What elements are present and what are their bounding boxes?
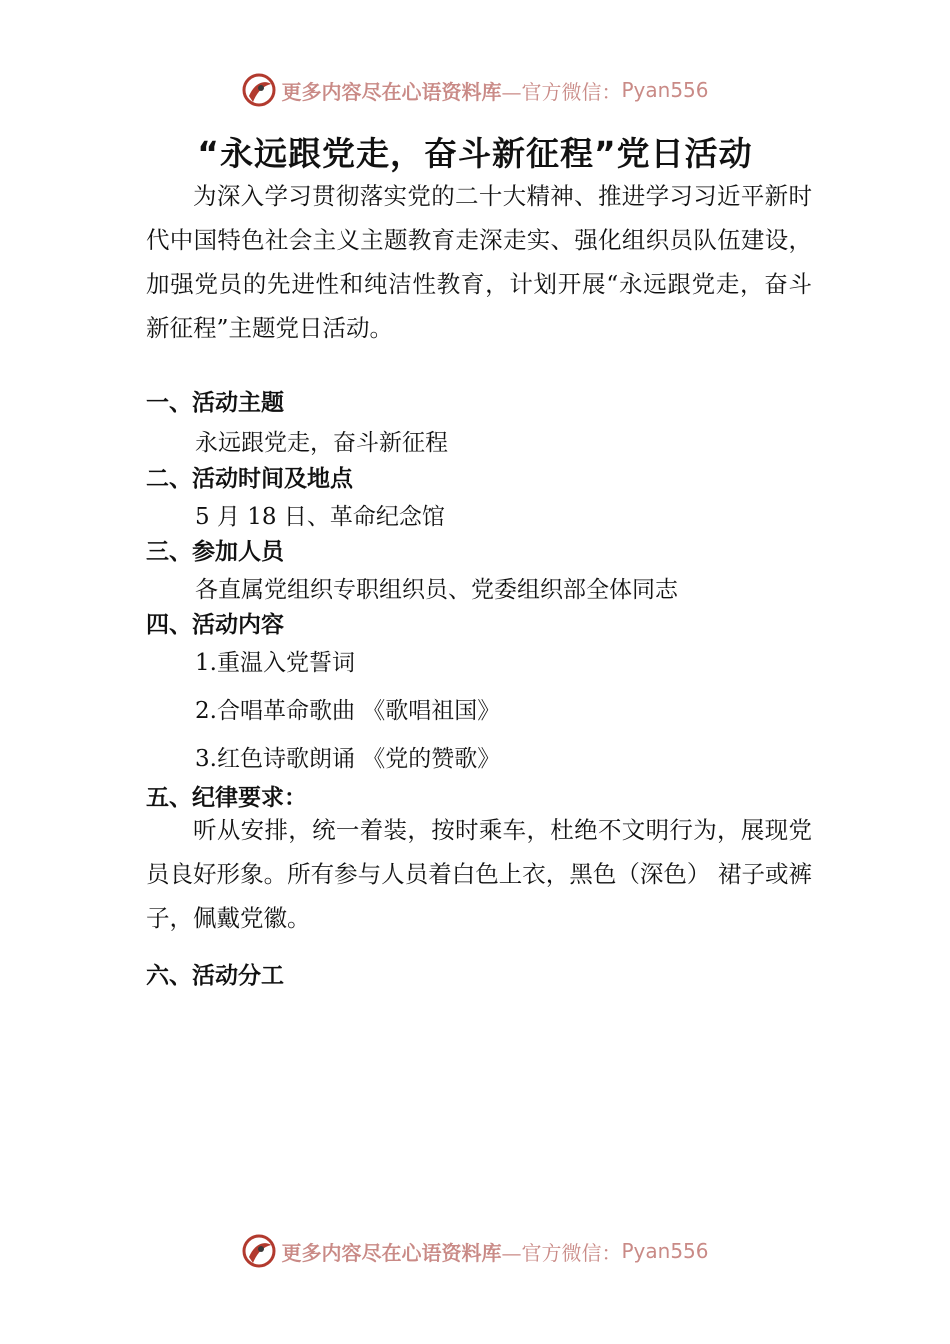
section-4-item-1: 1.重温入党誓词 — [195, 650, 355, 676]
section-1-heading: 一、活动主题 — [146, 390, 284, 416]
watermark-separator-text: —官方微信： — [501, 79, 622, 104]
brand-logo-icon — [241, 72, 277, 108]
section-4-item-3: 3.红色诗歌朗诵 《党的赞歌》 — [195, 746, 501, 772]
section-3-content: 各直属党组织专职组织员、党委组织部全体同志 — [195, 577, 678, 603]
section-1-content: 永远跟党走，奋斗新征程 — [195, 430, 448, 456]
section-6-heading: 六、活动分工 — [146, 963, 284, 989]
watermark-wechat-id: Pyan556 — [621, 78, 709, 102]
section-4-item-2: 2.合唱革命歌曲 《歌唱祖国》 — [195, 698, 501, 724]
watermark-separator-text: —官方微信： — [501, 1240, 622, 1265]
brand-logo-icon — [241, 1233, 277, 1269]
watermark-main-text: 更多内容尽在心语资料库 — [281, 79, 502, 104]
section-3-heading: 三、参加人员 — [146, 539, 284, 565]
document-title: “永远跟党走，奋斗新征程”党日活动 — [197, 134, 753, 173]
section-2-heading: 二、活动时间及地点 — [146, 466, 353, 492]
footer-watermark — [0, 1233, 950, 1269]
section-5-heading: 五、纪律要求： — [146, 785, 307, 811]
section-5-content: 听从安排，统一着装，按时乘车，杜绝不文明行为，展现党员良好形象。所有参与人员着白色上衣，黑色（深色） 裙子或裤子，佩戴党徽。 — [146, 816, 812, 932]
section-2-content: 5 月 18 日、革命纪念馆 — [195, 504, 445, 530]
section-4-heading: 四、活动内容 — [146, 612, 284, 638]
watermark-main-text: 更多内容尽在心语资料库 — [281, 1240, 502, 1265]
watermark-wechat-id: Pyan556 — [621, 1239, 709, 1263]
intro-paragraph: 为深入学习贯彻落实党的二十大精神、推进学习习近平新时代中国特色社会主义主题教育走深走实、强化组织员队伍建设，加强党员的先进性和纯洁性教育，计划开展“永远跟党走，奋斗新征程”主题党日活动。 — [146, 182, 812, 342]
header-watermark — [0, 72, 950, 108]
